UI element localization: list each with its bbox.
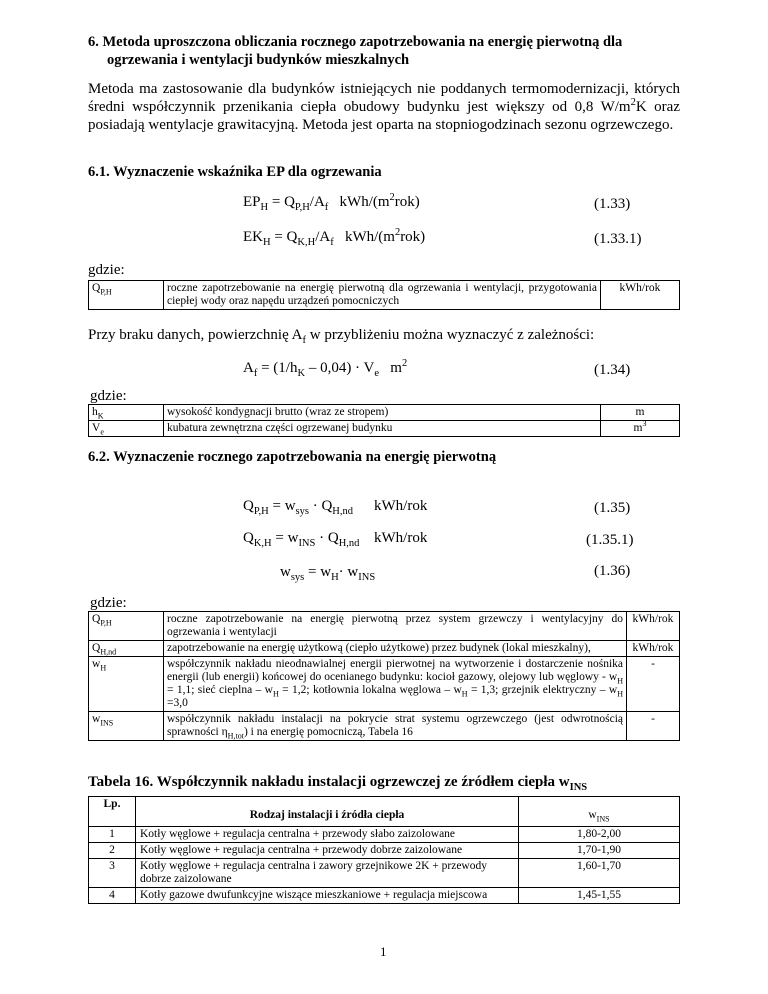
where-label-1: gdzie: <box>88 262 125 278</box>
unit-cell: kWh/rok <box>627 641 680 657</box>
intro-paragraph: Metoda ma zastosowanie dla budynków istniejących nie poddanych termomodernizacji, których średni współczynnik przenikania ciepła obudowy budynku jest większy od 0,8 $W/m^2K$ oraz posiadają wentylacje grawitacyjną. Metoda jest oparta na stopniogodzinach sezonu ogrzewczego. <box>88 81 680 133</box>
section-6-2-title: 6.2. Wyznaczenie rocznego zapotrzebowania na energię pierwotną <box>88 449 497 465</box>
row-w: 1,70-1,90 <box>519 843 680 859</box>
equation-1-35: $Q_{P,H} = w_{sys} \cdot Q_{H,nd}$ <box>243 498 354 517</box>
row-lp: 4 <box>89 888 136 904</box>
header-w: $w_{INS}$ <box>519 797 680 827</box>
symbol-cell: $Q_{P,H}$ <box>89 281 164 310</box>
equation-number-1-33-1: (1.33.1) <box>594 231 642 247</box>
description-cell: roczne zapotrzebowanie na energię pierwotną przez system grzewczy i wentylacyjny do ogrzewania i wentylacji <box>164 612 627 641</box>
row-w: 1,45-1,55 <box>519 888 680 904</box>
description-cell: roczne zapotrzebowanie na energię pierwotną dla ogrzewania i wentylacji, przygotowania ciepłej wody oraz napędu urządzeń pomocniczych <box>164 281 601 310</box>
unit-cell: kWh/rok <box>627 612 680 641</box>
definitions-table-1 <box>88 280 680 310</box>
unit-cell: $m^3$ <box>601 421 680 437</box>
unit-cell: m <box>601 405 680 421</box>
section-6-1-title: 6.1. Wyznaczenie wskaźnika EP dla ogrzewania <box>88 164 382 180</box>
description-cell: kubatura zewnętrzna części ogrzewanej budynku <box>164 421 601 437</box>
equation-1-33: $EP_H = Q_{P,H}/A_f$ kWh/$(m^2rok)$ <box>243 192 420 213</box>
table-row <box>89 712 680 741</box>
where-label-3: gdzie: <box>90 595 127 611</box>
table-row <box>89 827 680 843</box>
row-type: Kotły gazowe dwufunkcyjne wiszące mieszkaniowe + regulacja miejscowa <box>136 888 519 904</box>
symbol-cell: $Q_{H,nd}$ <box>89 641 164 657</box>
table-header-row <box>89 797 680 827</box>
where-label-2: gdzie: <box>90 388 127 404</box>
equation-1-33-1: $EK_H = Q_{K,H}/A_f$ kWh/$(m^2rok)$ <box>243 227 426 248</box>
table-row <box>89 405 680 421</box>
equation-number-1-35: (1.35) <box>594 500 631 516</box>
equation-1-36: $w_{sys} = w_H\cdot w_{INS}$ <box>280 564 376 583</box>
table-row <box>89 843 680 859</box>
symbol-cell: $V_e$ <box>89 421 164 437</box>
description-cell: współczynnik nakładu instalacji na pokrycie strat systemu ogrzewczego (jest odwrotnością sprawności $\eta_{H,tot}$) i na energię pomocniczą, Tabela 16 <box>164 712 627 741</box>
table-row <box>89 657 680 712</box>
row-w: 1,60-1,70 <box>519 859 680 888</box>
page-number: 1 <box>380 944 387 959</box>
description-cell: współczynnik nakładu nieodnawialnej energii pierwotnej na wytworzenie i dostarczenie nośnika energii (lub energii) końcowej do ocenianego budynku: kocioł gazowy, olejowy lub węglowy - $w_H = 1,1$; sieć cieplna – $w_H = 1,2$; kotłownia lokalna węglowa – $w_H = 1,3$; grzejnik elektryczny – $w_H =3,0$ <box>164 657 627 712</box>
row-w: 1,80-2,00 <box>519 827 680 843</box>
description-cell: zapotrzebowanie na energię użytkową (ciepło użytkowe) przez budynek (lokal mieszkalny), <box>164 641 627 657</box>
symbol-cell: $Q_{P,H}$ <box>89 612 164 641</box>
row-lp: 1 <box>89 827 136 843</box>
table-16-caption: Tabela 16. Współczynnik nakładu instalacji ogrzewczej ze źródłem ciepła $w_{INS}$ <box>88 774 588 793</box>
row-lp: 3 <box>89 859 136 888</box>
symbol-cell: $h_K$ <box>89 405 164 421</box>
unit-cell: kWh/rok <box>601 281 680 310</box>
definitions-table-3 <box>88 611 680 741</box>
table-row <box>89 281 680 310</box>
table-16 <box>88 796 680 904</box>
row-type: Kotły węglowe + regulacja centralna + przewody dobrze zaizolowane <box>136 843 519 859</box>
table-row <box>89 641 680 657</box>
table-row <box>89 859 680 888</box>
row-lp: 2 <box>89 843 136 859</box>
equation-1-35-1-unit: kWh/rok <box>374 530 428 546</box>
equation-1-35-unit: kWh/rok <box>374 498 428 514</box>
table-row <box>89 612 680 641</box>
table-row <box>89 421 680 437</box>
section-6-title-line1: 6. Metoda uproszczona obliczania rocznego zapotrzebowania na energię pierwotną dla <box>88 34 623 50</box>
equation-number-1-36: (1.36) <box>594 563 631 579</box>
header-type: Rodzaj instalacji i źródła ciepła <box>136 797 519 827</box>
equation-1-35-1: $Q_{K,H} = w_{INS} \cdot Q_{H,nd}$ <box>243 530 360 549</box>
equation-1-34: $A_f = (1/h_K - 0,04) \cdot V_e$ $m^2$ <box>243 358 408 379</box>
header-lp: Lp. <box>89 797 136 827</box>
unit-cell: - <box>627 657 680 712</box>
area-sentence: Przy braku danych, powierzchnię $A_f$ w przybliżeniu można wyznaczyć z zależności: <box>88 327 595 346</box>
unit-cell: - <box>627 712 680 741</box>
equation-number-1-33: (1.33) <box>594 196 631 212</box>
description-cell: wysokość kondygnacji brutto (wraz ze stropem) <box>164 405 601 421</box>
row-type: Kotły węglowe + regulacja centralna i zawory grzejnikowe 2K + przewody dobrze zaizolowane <box>136 859 519 888</box>
symbol-cell: $w_H$ <box>89 657 164 712</box>
equation-number-1-35-1: (1.35.1) <box>586 532 634 548</box>
symbol-cell: $w_{INS}$ <box>89 712 164 741</box>
table-row <box>89 888 680 904</box>
equation-number-1-34: (1.34) <box>594 362 631 378</box>
section-6-title-line2: ogrzewania i wentylacji budynków mieszkalnych <box>107 52 410 68</box>
row-type: Kotły węglowe + regulacja centralna + przewody słabo zaizolowane <box>136 827 519 843</box>
definitions-table-2 <box>88 404 680 437</box>
